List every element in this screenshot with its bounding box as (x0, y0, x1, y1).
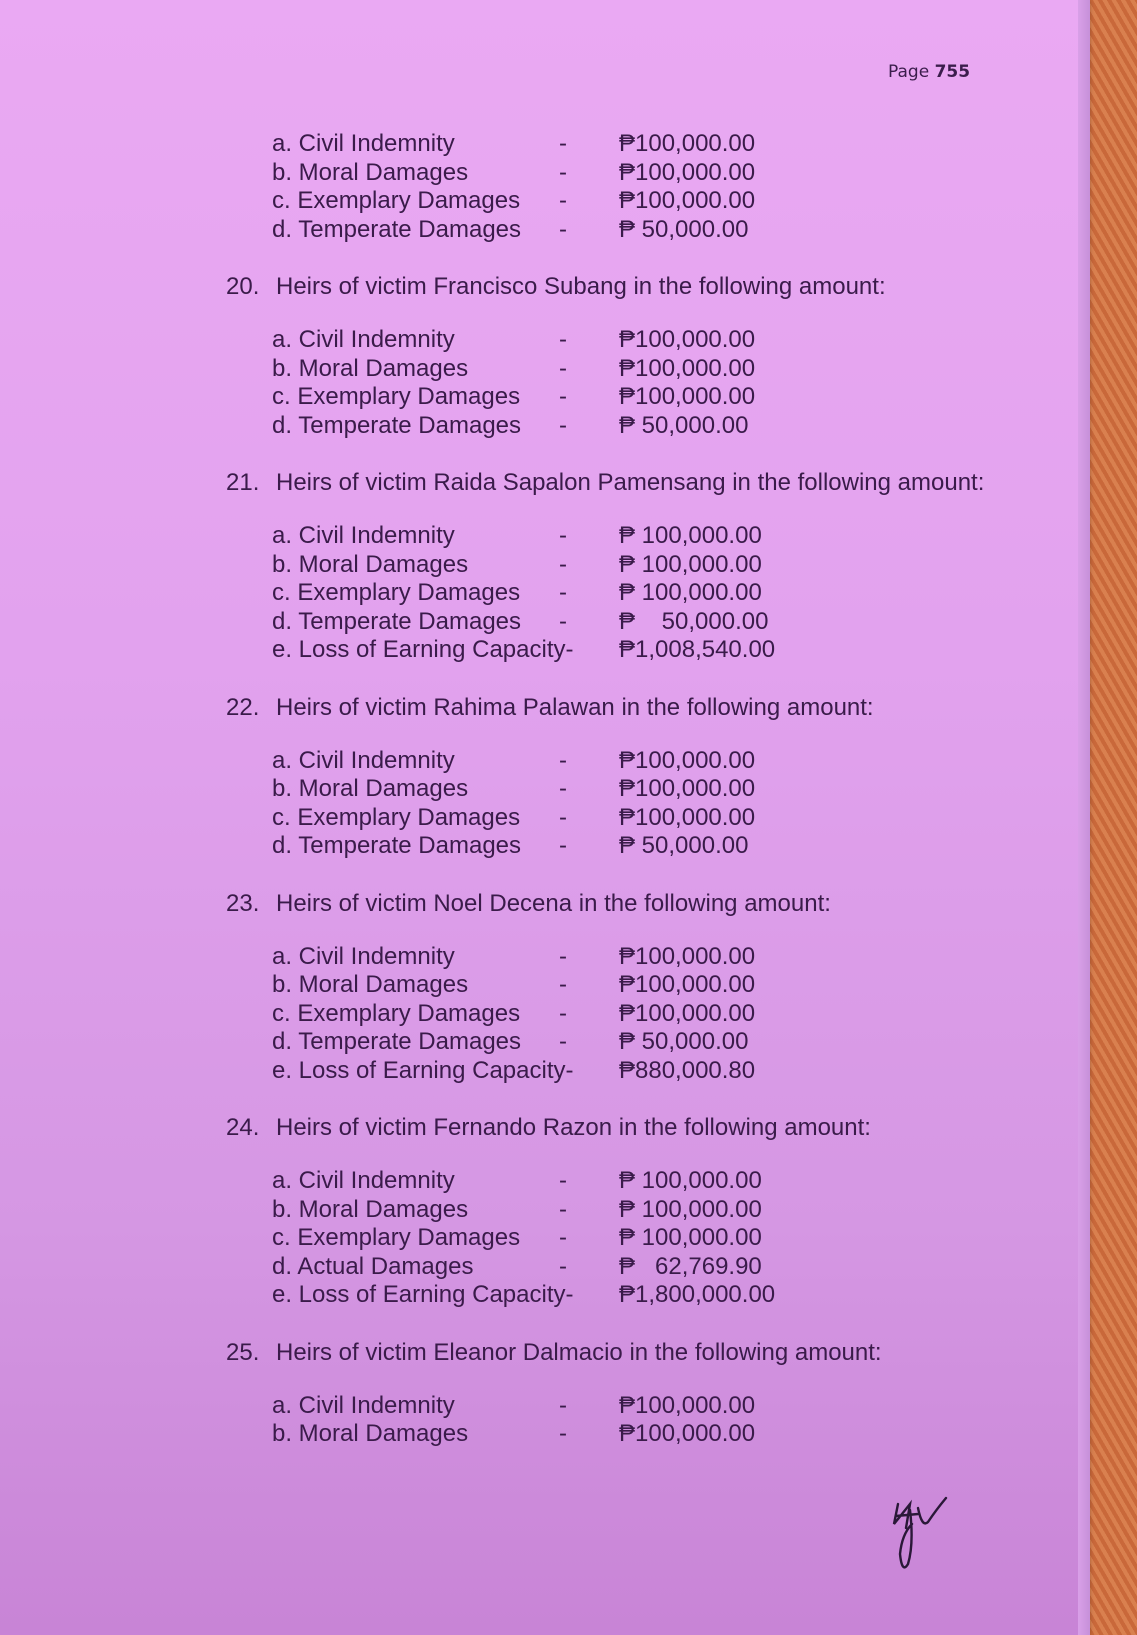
damage-amount: ₱ 100,000.00 (619, 1195, 762, 1223)
section-number: 25. (226, 1338, 260, 1366)
section-22 (0, 693, 1000, 861)
section-25 (0, 1338, 1000, 1449)
separator-dash: - (559, 187, 567, 214)
separator-dash: - (559, 158, 567, 186)
separator-dash: - (559, 411, 567, 439)
page-number (888, 62, 970, 82)
damage-amount: ₱ 50,000.00 (619, 607, 769, 635)
damage-label: c. Exemplary Damages (272, 999, 521, 1027)
section-number: 23. (226, 889, 260, 917)
damage-amount: ₱ 100,000.00 (619, 1167, 762, 1194)
damage-amount: ₱100,000.00 (619, 1420, 756, 1447)
damage-label: b. Moral Damages (272, 1195, 469, 1223)
section-heading (226, 1338, 1000, 1368)
damage-label: c. Exemplary Damages (272, 187, 521, 214)
separator-dash: - (559, 775, 567, 802)
damage-amount: ₱100,000.00 (619, 326, 756, 353)
damage-amount: ₱ 100,000.00 (619, 579, 762, 606)
section-heading (226, 468, 1000, 498)
damage-amount: ₱ 62,769.90 (619, 1252, 762, 1280)
section-number: 22. (226, 693, 260, 721)
damage-amount: ₱100,000.00 (619, 383, 756, 410)
separator-dash: - (559, 522, 567, 549)
damage-item (272, 187, 1000, 216)
separator-dash: - (559, 1195, 567, 1223)
separator-dash: - (559, 354, 567, 382)
damage-amount: ₱100,000.00 (619, 971, 756, 998)
damage-amount: ₱ 50,000.00 (619, 1028, 749, 1055)
damage-label: d. Temperate Damages (272, 411, 522, 439)
damage-amount: ₱ 50,000.00 (619, 832, 749, 859)
section-23 (0, 889, 1000, 1086)
damages-list (0, 130, 1000, 1477)
damage-label: d. Temperate Damages (272, 607, 522, 635)
damage-item (272, 1057, 1000, 1086)
damage-item (272, 832, 1000, 861)
section-number: 21. (226, 469, 260, 496)
damage-label: a. Civil Indemnity (272, 942, 455, 970)
damage-item (272, 1420, 1000, 1449)
separator-dash: - (559, 1391, 567, 1419)
damage-item (272, 551, 1000, 580)
damage-item (272, 636, 1000, 665)
damage-label: a. Civil Indemnity (272, 522, 455, 549)
damage-amount: ₱100,000.00 (619, 158, 756, 186)
damage-item (272, 1281, 1000, 1310)
section-heading (226, 889, 1000, 919)
damage-item (272, 1000, 1000, 1029)
damage-label: c. Exemplary Damages (272, 1224, 521, 1251)
damage-item (272, 326, 1000, 355)
separator-dash: - (559, 326, 567, 353)
damage-item (272, 943, 1000, 972)
damage-item (272, 747, 1000, 776)
separator-dash: - (559, 579, 567, 606)
damage-item (272, 804, 1000, 833)
separator-dash: - (559, 1420, 567, 1447)
damage-amount: ₱100,000.00 (619, 130, 756, 157)
section-20 (0, 272, 1000, 440)
separator-dash: - (559, 130, 567, 157)
section-heading (226, 272, 1000, 302)
section-heading-text: Heirs of victim Francisco Subang in the following amount: (276, 273, 886, 300)
damage-item (272, 130, 1000, 159)
separator-dash: - (559, 607, 567, 635)
damage-item (272, 216, 1000, 245)
section-heading (226, 1113, 1000, 1143)
damage-label: b. Moral Damages (272, 158, 469, 186)
damage-item (272, 1253, 1000, 1282)
separator-dash: - (559, 215, 567, 243)
damage-amount: ₱100,000.00 (619, 942, 756, 970)
section-heading-text: Heirs of victim Fernando Razon in the following amount: (276, 1114, 871, 1141)
damage-label: d. Actual Damages (272, 1252, 474, 1280)
section-heading (226, 693, 1000, 723)
section-heading-text: Heirs of victim Eleanor Dalmacio in the following amount: (276, 1338, 882, 1366)
damage-label: b. Moral Damages (272, 775, 469, 802)
separator-dash: - (559, 1224, 567, 1251)
separator-dash: - (559, 1028, 567, 1055)
damage-label: a. Civil Indemnity (272, 1391, 455, 1419)
damage-amount: ₱ 50,000.00 (619, 411, 749, 439)
signature-initials (888, 1484, 958, 1574)
damage-label: a. Civil Indemnity (272, 326, 455, 353)
separator-dash: - (559, 999, 567, 1027)
damage-label: b. Moral Damages (272, 971, 469, 998)
damage-amount: ₱ 100,000.00 (619, 1224, 762, 1251)
separator-dash: - (559, 1167, 567, 1194)
damage-amount: ₱880,000.80 (619, 1056, 756, 1084)
section-heading-text: Heirs of victim Noel Decena in the following amount: (276, 889, 831, 917)
section-number: 24. (226, 1114, 260, 1141)
section-heading-text: Heirs of victim Rahima Palawan in the following amount: (276, 693, 874, 721)
damage-amount: ₱1,800,000.00 (619, 1281, 776, 1308)
separator-dash: - (559, 1252, 567, 1280)
damage-amount: ₱ 100,000.00 (619, 550, 762, 578)
damage-label: e. Loss of Earning Capacity- (272, 1056, 574, 1084)
damage-item (272, 1392, 1000, 1421)
separator-dash: - (559, 942, 567, 970)
damage-amount: ₱100,000.00 (619, 803, 756, 831)
damage-label: b. Moral Damages (272, 550, 469, 578)
damage-item (272, 383, 1000, 412)
page-number-value: 755 (934, 62, 971, 82)
damage-label: a. Civil Indemnity (272, 130, 455, 157)
section-number: 20. (226, 273, 260, 300)
damage-label: c. Exemplary Damages (272, 383, 521, 410)
damage-item (272, 608, 1000, 637)
damage-label: d. Temperate Damages (272, 1028, 522, 1055)
damage-label: b. Moral Damages (272, 1420, 469, 1447)
damage-label: d. Temperate Damages (272, 832, 522, 859)
damage-amount: ₱ 100,000.00 (619, 522, 762, 549)
separator-dash: - (559, 550, 567, 578)
separator-dash: - (559, 746, 567, 774)
damage-item (272, 775, 1000, 804)
section-24 (0, 1113, 1000, 1310)
damage-item (272, 355, 1000, 384)
section-21 (0, 468, 1000, 665)
section-heading-text: Heirs of victim Raida Sapalon Pamensang in the following amount: (276, 469, 985, 496)
damage-item (272, 1028, 1000, 1057)
damage-item (272, 412, 1000, 441)
damage-label: a. Civil Indemnity (272, 1167, 455, 1194)
damage-item (272, 579, 1000, 608)
damage-amount: ₱100,000.00 (619, 354, 756, 382)
damage-item (272, 1224, 1000, 1253)
damage-label: c. Exemplary Damages (272, 803, 521, 831)
separator-dash: - (559, 803, 567, 831)
damage-label: e. Loss of Earning Capacity- (272, 1281, 574, 1308)
paper-edge (1078, 0, 1090, 1635)
damage-amount: ₱100,000.00 (619, 746, 756, 774)
section-continued (0, 130, 1000, 244)
damage-amount: ₱100,000.00 (619, 999, 756, 1027)
damage-item (272, 522, 1000, 551)
damage-amount: ₱100,000.00 (619, 1391, 756, 1419)
damage-label: b. Moral Damages (272, 354, 469, 382)
separator-dash: - (559, 383, 567, 410)
damage-amount: ₱100,000.00 (619, 775, 756, 802)
damage-amount: ₱ 50,000.00 (619, 215, 749, 243)
page-label: Page (888, 62, 930, 82)
separator-dash: - (559, 832, 567, 859)
damage-amount: ₱1,008,540.00 (619, 636, 776, 663)
damage-label: a. Civil Indemnity (272, 746, 455, 774)
damage-item (272, 1196, 1000, 1225)
damage-label: e. Loss of Earning Capacity- (272, 636, 574, 663)
separator-dash: - (559, 971, 567, 998)
damage-item (272, 159, 1000, 188)
damage-label: c. Exemplary Damages (272, 579, 521, 606)
damage-label: d. Temperate Damages (272, 215, 522, 243)
damage-item (272, 1167, 1000, 1196)
damage-amount: ₱100,000.00 (619, 187, 756, 214)
damage-item (272, 971, 1000, 1000)
